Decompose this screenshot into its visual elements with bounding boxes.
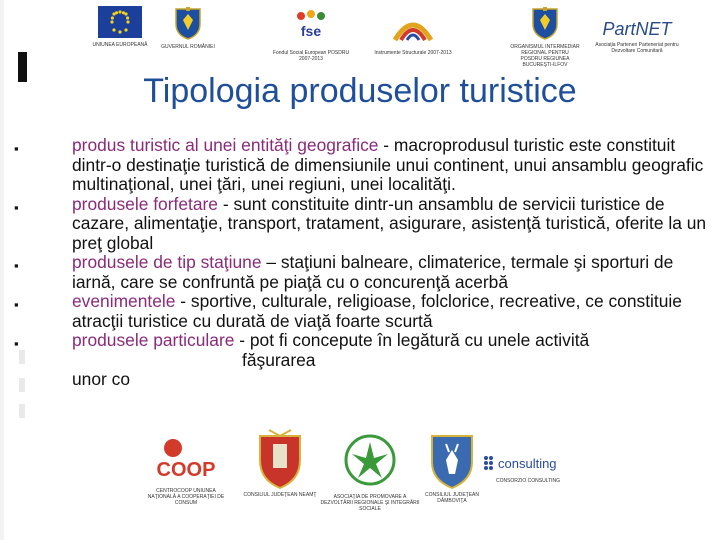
bullet-item xyxy=(8,331,708,390)
bullet-square-icon: ▪ xyxy=(14,297,19,312)
coop-logo xyxy=(146,436,226,506)
consulting-logo xyxy=(478,450,578,484)
bullet-square-icon: ▪ xyxy=(14,258,19,273)
svg-text:fse: fse xyxy=(300,23,322,39)
dambovita-caption: CONSILIUL JUDEŢEAN DÂMBOVIŢA xyxy=(425,492,479,504)
coat-of-arms-icon xyxy=(255,428,305,490)
bullet-term: produsele particulare xyxy=(72,330,235,350)
bullet-text-line3: unor co xyxy=(72,369,131,389)
partnet-wordmark: PartNET xyxy=(602,19,672,39)
footer-logo-strip xyxy=(140,428,700,528)
eu-flag-icon xyxy=(98,6,142,38)
bullet-square-icon: ▪ xyxy=(14,199,19,215)
oi-crest-logo: ORGANISMUL INTERMEDIAR REGIONAL PENTRU POSDRU REGIUNEA BUCUREŞTI-ILFOV xyxy=(510,6,580,68)
consulting-emblem-icon xyxy=(480,450,576,476)
bullet-term: produsele de tip staţiune xyxy=(72,252,262,272)
consulting-caption: CONSORZIO CONSULTING xyxy=(495,478,561,484)
bullet-item xyxy=(8,195,708,254)
partnet-logo: PartNET Asociaţia Parteneri Parteneriat pentru Dezvoltare Comunitară xyxy=(592,6,682,54)
neamt-caption: CONSILIUL JUDEŢEAN NEAMŢ xyxy=(243,492,317,498)
coop-caption: CENTROCOOP UNIUNEA NAŢIONALĂ A COOPERAŢIEI DE CONSUM xyxy=(147,488,225,506)
bullet-text: - sportive, culturale, religioase, folclorice, recreative, ce constituie atracţii turistice cu durată de viaţă foarte scurtă xyxy=(72,291,682,331)
bullet-term: produsele forfetare xyxy=(72,193,218,214)
structural-funds-icon xyxy=(389,6,437,46)
structural-logo: Instrumente Structurale 2007-2013 xyxy=(372,6,454,56)
bullet-text: - pot fi concepute în legătură cu unele activită xyxy=(234,330,590,350)
bullet-square-icon: ▪ xyxy=(14,336,19,351)
bullet-term: produs turistic al unei entităţi geografice xyxy=(72,135,379,155)
fse-emblem-icon xyxy=(289,6,333,46)
bullet-item xyxy=(8,253,708,292)
fse-logo: fse Fondul Social European POSDRU 2007-2013 xyxy=(270,6,352,62)
coat-of-arms-icon xyxy=(530,6,560,40)
bullet-text-tail: făşurarea xyxy=(242,349,316,370)
bullet-term: evenimentele xyxy=(72,291,176,311)
coop-emblem-icon xyxy=(151,436,221,486)
leaf-emblem-icon xyxy=(338,428,402,492)
header-logo-strip xyxy=(80,0,720,76)
slide-title: Tipologia produselor turistice xyxy=(143,72,577,110)
coop-wordmark: COOP xyxy=(156,459,216,481)
decor-block xyxy=(19,404,25,418)
neamt-crest-logo xyxy=(240,428,320,498)
bullet-item xyxy=(8,292,708,331)
deer-crest-icon xyxy=(427,432,477,490)
bullet-list xyxy=(8,136,708,390)
eu-flag-logo: UNIUNEA EUROPEANĂ xyxy=(90,6,150,48)
gov-crest-logo: GUVERNUL ROMÂNIEI xyxy=(158,6,218,50)
bullet-item xyxy=(8,136,708,195)
bullet-text: - sunt constituite dintr-un ansamblu de servicii turistice de cazare, alimentaţie, transport, tratament, asigurare, asistenţă turistică, oferite la un preţ global xyxy=(72,193,707,253)
bullet-text: - macroprodusul turistic este constituit dintr-o destinaţie turistică de dimensiunile unui continent, unui ansamblu geografic multinaţional, unei ţări, unei regiuni, unei localităţi. xyxy=(72,135,704,194)
adr-caption: ASOCIAŢIA DE PROMOVARE A DEZVOLTĂRII REGIONALE ŞI INTEGRĂRII SOCIALE xyxy=(320,494,420,512)
adr-logo xyxy=(320,428,420,512)
consulting-wordmark: consulting xyxy=(498,456,557,471)
coat-of-arms-icon xyxy=(173,6,203,40)
bullet-text: – staţiuni balneare, climaterice, termale şi sporturi de iarnă, care se confruntă pe piaţă cu o concurenţă acerbă xyxy=(72,252,674,292)
bullet-square-icon: ▪ xyxy=(14,141,19,156)
